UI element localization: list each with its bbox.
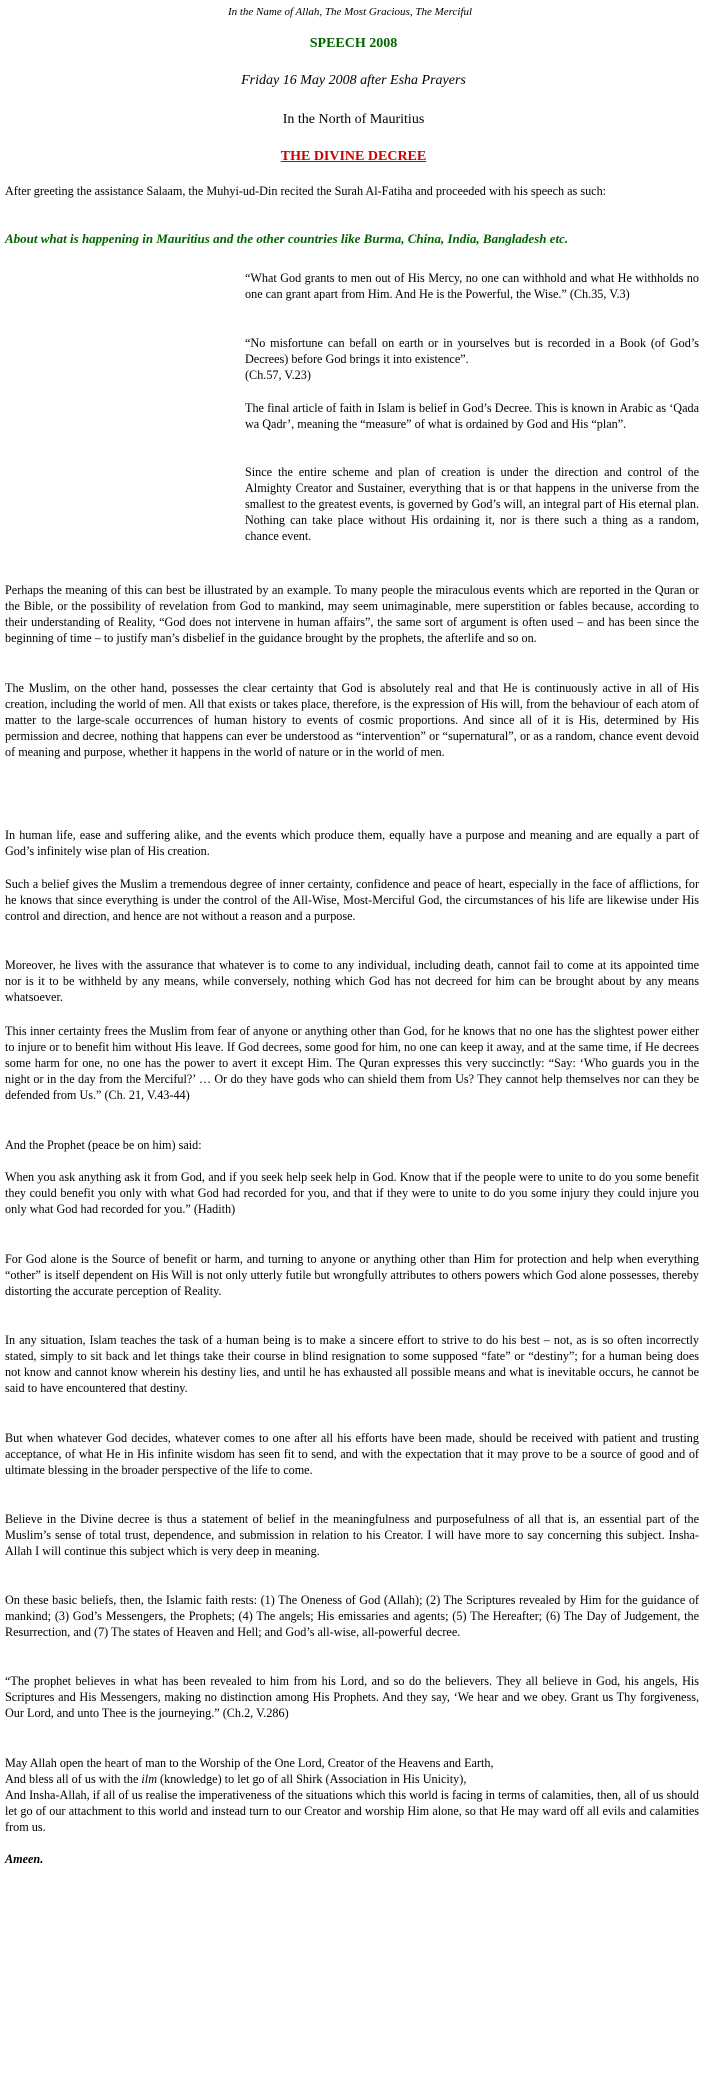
paragraph-1: Perhaps the meaning of this can best be illustrated by an example. To many people the miraculous events which are reported in the Quran or the Bible, or the possibility of revelation from God to mankind, may seem unimaginable, mere superstition or fables because, according to their understanding of Reality, “God does not intervene in human affairs”, the same sort of argument is often used – and has been since the beginning of time – to justify man’s disbelief in the guidance brought by the prophets, the afterlife and so on. xyxy=(5,583,699,646)
quote-2 xyxy=(245,335,699,383)
quote-2-text: “No misfortune can befall on earth or in yourselves but is recorded in a Book (of God’s Decrees) before God brings it into existence”. xyxy=(245,336,699,367)
paragraph-8-hadith: When you ask anything ask it from God, and if you seek help seek help in God. Know that if the people were to unite to do you some benefit they could benefit you only with what God had recorded for you, and that if they were to unite to do you some injury they could injure you only what God had recorded for you.” (Hadith) xyxy=(5,1170,699,1217)
topic-line: About what is happening in Mauritius and the other countries like Burma, China, India, Bangladesh etc. xyxy=(5,231,569,246)
speech-subject: THE DIVINE DECREE xyxy=(280,149,427,164)
paragraph-9: For God alone is the Source of benefit or harm, and turning to anyone or anything other than Him for protection and help when everything “other” is itself dependent on His Will is not only utterly futile but wrongfully attributes to others powers which God alone possesses, thereby distorting the accurate perception of Reality. xyxy=(5,1252,699,1299)
quote-4: Since the entire scheme and plan of creation is under the direction and control of the Almighty Creator and Sustainer, everything that is or that happens in the universe from the smallest to the greatest events, is governed by God’s will, an integral part of His eternal plan. Nothing can take place without His ordaining it, nor is there such a thing as a random, chance event. xyxy=(245,465,699,544)
paragraph-7: And the Prophet (peace be on him) said: xyxy=(5,1138,202,1152)
speech-title: SPEECH 2008 xyxy=(309,36,398,51)
quote-1: “What God grants to men out of His Mercy, no one can withhold and what He withholds no one can grant apart from Him. And He is the Powerful, the Wise.” (Ch.35, V.3) xyxy=(245,271,699,302)
quote-2-reference: (Ch.57, V.23) xyxy=(245,368,311,383)
invocation-line: In the Name of Allah, The Most Gracious, The Merciful xyxy=(227,6,473,18)
paragraph-2: The Muslim, on the other hand, possesses the clear certainty that God is absolutely real and that He is continuously active in all of His creation, including the world of men. All that exists or takes place, therefore, is the expression of His will, from the behaviour of each atom of matter to the large-scale occurrences of human history to events of cosmic proportions. And since all of it is His, determined by His permission and decree, nothing that happens can ever be understood as “intervention” or “supernatural”, or as a random, chance event devoid of meaning and purpose, whether it happens in the world of nature or in the world of men. xyxy=(5,681,699,760)
closing-line-2-end: (knowledge) to let go of all Shirk (Association in His Unicity), xyxy=(157,1772,467,1787)
amen-line: Ameen. xyxy=(5,1852,44,1866)
paragraph-14: “The prophet believes in what has been revealed to him from his Lord, and so do the believers. They all believe in God, his angels, His Scriptures and His Messengers, making no distinction among His Prophets. And they say, ‘We hear and we obey. Grant us Thy forgiveness, Our Lord, and unto Thee is the journeying.” (Ch.2, V.286) xyxy=(5,1674,699,1721)
paragraph-5: Moreover, he lives with the assurance that whatever is to come to any individual, including death, cannot fail to come at its appointed time nor is it to be withheld by any means, while conversely, nothing which God has not decreed for him can be brought about by any means whatsoever. xyxy=(5,958,699,1005)
speech-date: Friday 16 May 2008 after Esha Prayers xyxy=(241,73,466,88)
closing-line-1: May Allah open the heart of man to the Worship of the One Lord, Creator of the Heavens and Earth, xyxy=(5,1756,494,1770)
closing-prayer xyxy=(5,1755,699,1835)
intro-paragraph: After greeting the assistance Salaam, the Muhyi-ud-Din recited the Surah Al-Fatiha and proceeded with his speech as such: xyxy=(5,184,607,198)
paragraph-12: Believe in the Divine decree is thus a statement of belief in the meaningfulness and purposefulness of all that is, an essential part of the Muslim’s sense of total trust, dependence, and submission in relation to his Creator. I will have more to say concerning this subject. Insha-Allah I will continue this subject which is very deep in meaning. xyxy=(5,1512,699,1559)
paragraph-3: In human life, ease and suffering alike, and the events which produce them, equally have a purpose and meaning and are equally a part of God’s infinitely wise plan of His creation. xyxy=(5,828,699,859)
ilm-term: ilm xyxy=(141,1772,157,1787)
paragraph-13: On these basic beliefs, then, the Islamic faith rests: (1) The Oneness of God (Allah); (2) The Scriptures revealed by Him for the guidance of mankind; (3) God’s Messengers, the Prophets; (4) The angels; His emissaries and agents; (5) The Hereafter; (6) The Day of Judgement, the Resurrection, and (7) The states of Heaven and Hell; and God’s all-wise, all-powerful decree. xyxy=(5,1593,699,1640)
closing-line-3: And Insha-Allah, if all of us realise the imperativeness of the situations which this world is facing in terms of calamities, then, all of us should let go of our attachment to this world and instead turn to our Creator and worship Him alone, so that He may ward off all evils and calamities from us. xyxy=(5,1788,699,1835)
paragraph-10: In any situation, Islam teaches the task of a human being is to make a sincere effort to strive to do his best – not, as is so often incorrectly stated, simply to sit back and let things take their course in blind resignation to some supposed “fate” or “destiny”; for a human being does not know and cannot know wherein his destiny lies, and until he has exhausted all possible means and what is inevitable occurs, he cannot be said to have encountered that destiny. xyxy=(5,1333,699,1396)
paragraph-6: This inner certainty frees the Muslim from fear of anyone or anything other than God, for he knows that no one has the slightest power either to injure or to benefit him without His leave. If God decrees, some good for him, no one can keep it away, and at the same time, if He decrees some harm for one, no one has the power to avert it except Him. The Quran expresses this very succinctly: “Say: ‘Who guards you in the night or in the day from the Merciful?’ … Or do they have gods who can shield them from Us? They cannot help themselves nor can they be defended from Us.” (Ch. 21, V.43-44) xyxy=(5,1024,699,1103)
closing-line-2-start: And bless all of us with the xyxy=(5,1772,142,1787)
speech-place: In the North of Mauritius xyxy=(282,112,425,127)
paragraph-4: Such a belief gives the Muslim a tremendous degree of inner certainty, confidence and peace of heart, especially in the face of afflictions, for he knows that since everything is under the control of the All-Wise, Most-Merciful God, the circumstances of his life are likewise under His control and direction, and hence are not without a reason and a purpose. xyxy=(5,877,699,924)
paragraph-11: But when whatever God decides, whatever comes to one after all his efforts have been made, should be received with patient and trusting acceptance, of what He in His infinite wisdom has seen fit to send, and with the expectation that it may prove to be a source of good and of ultimate blessing in the broader perspective of the life to come. xyxy=(5,1431,699,1478)
closing-line-2 xyxy=(5,1772,466,1786)
quote-3: The final article of faith in Islam is belief in God’s Decree. This is known in Arabic as ‘Qada wa Qadr’, meaning the “measure” of what is ordained by God and His “plan”. xyxy=(245,401,699,432)
